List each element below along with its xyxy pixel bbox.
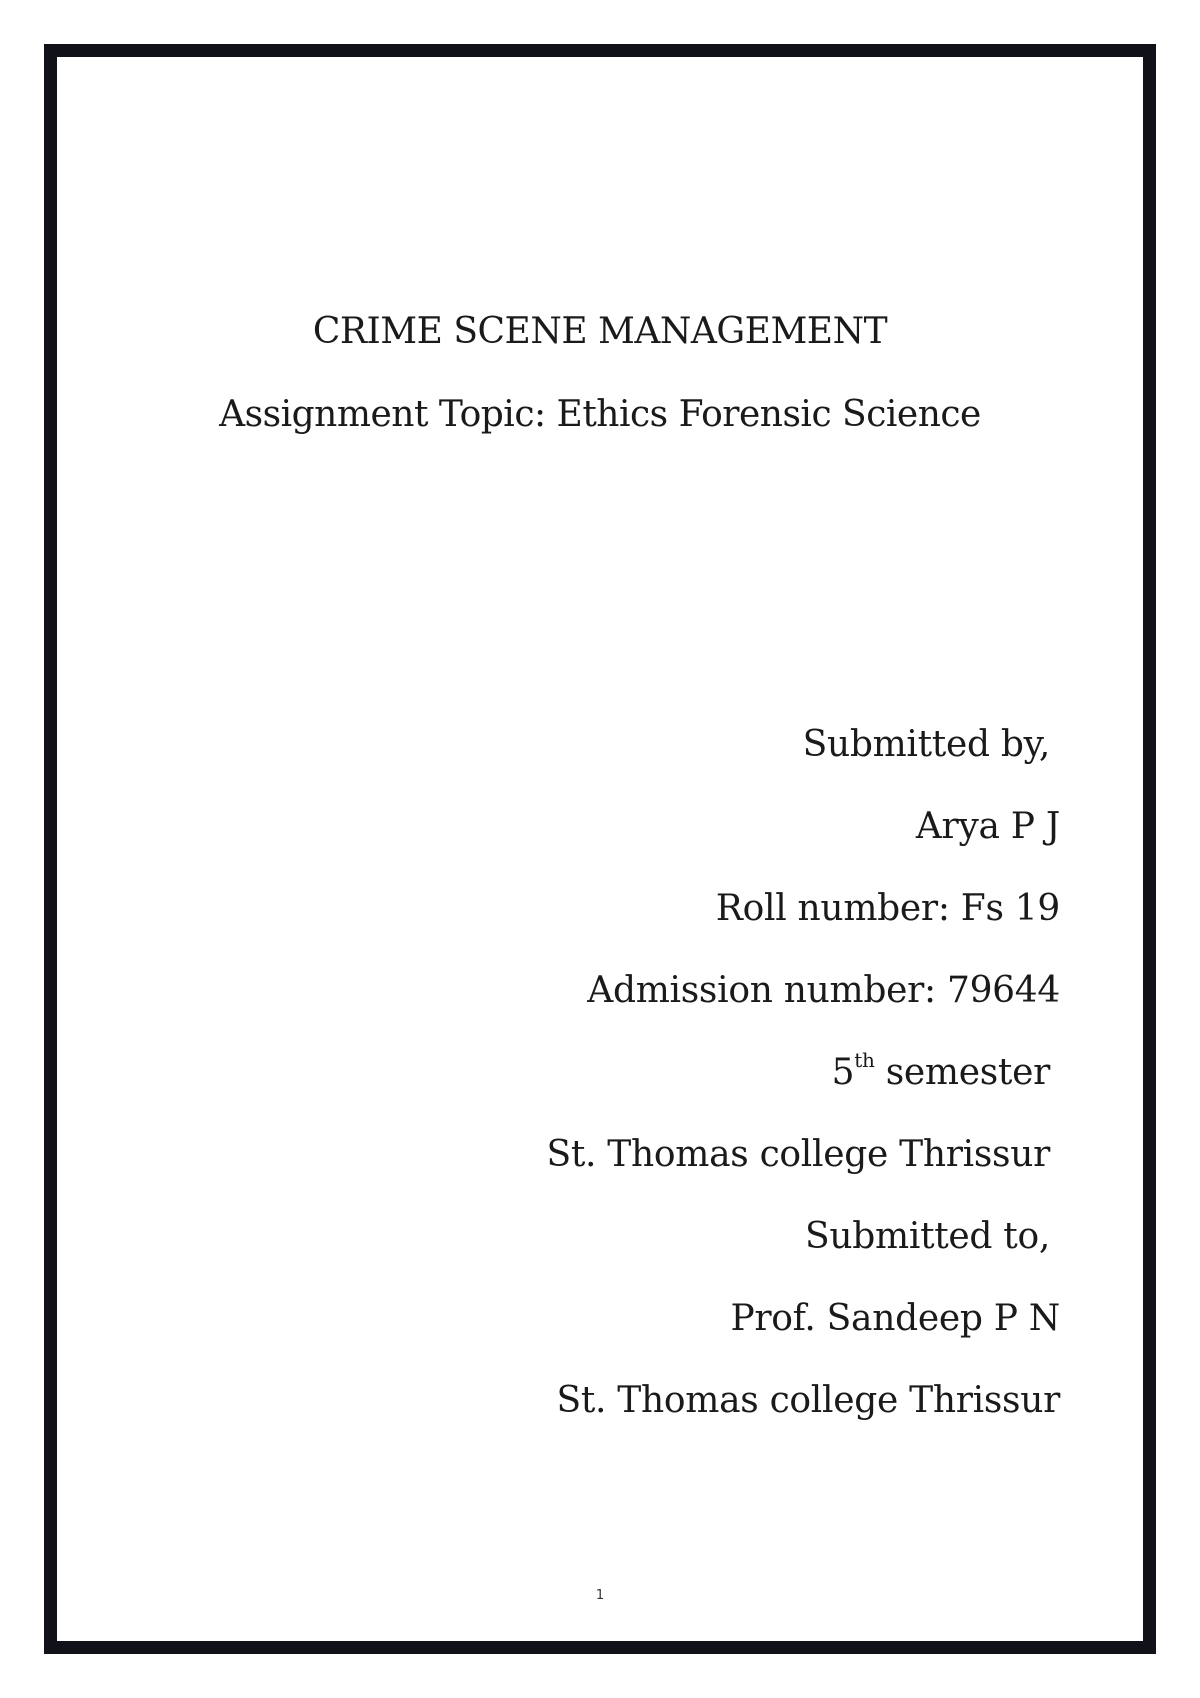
semester-suffix: th — [854, 1048, 875, 1072]
roll-number: Roll number: Fs 19 — [715, 888, 1060, 929]
submission-info — [360, 723, 1060, 1461]
submitted-by-label: Submitted by, — [802, 724, 1050, 765]
document-title: CRIME SCENE MANAGEMENT — [312, 311, 888, 352]
admission-number: Admission number: 79644 — [587, 970, 1060, 1011]
semester-word: semester — [874, 1052, 1050, 1093]
semester — [360, 1048, 1060, 1133]
student-name: Arya P J — [915, 806, 1060, 847]
professor-name: Prof. Sandeep P N — [730, 1298, 1060, 1339]
semester-number: 5 — [831, 1052, 855, 1093]
student-college: St. Thomas college Thrissur — [546, 1134, 1050, 1175]
page-number: 1 — [595, 1588, 605, 1603]
assignment-topic: Assignment Topic: Ethics Forensic Science — [219, 394, 981, 435]
professor-college: St. Thomas college Thrissur — [556, 1380, 1060, 1421]
submitted-to-label: Submitted to, — [805, 1216, 1050, 1257]
